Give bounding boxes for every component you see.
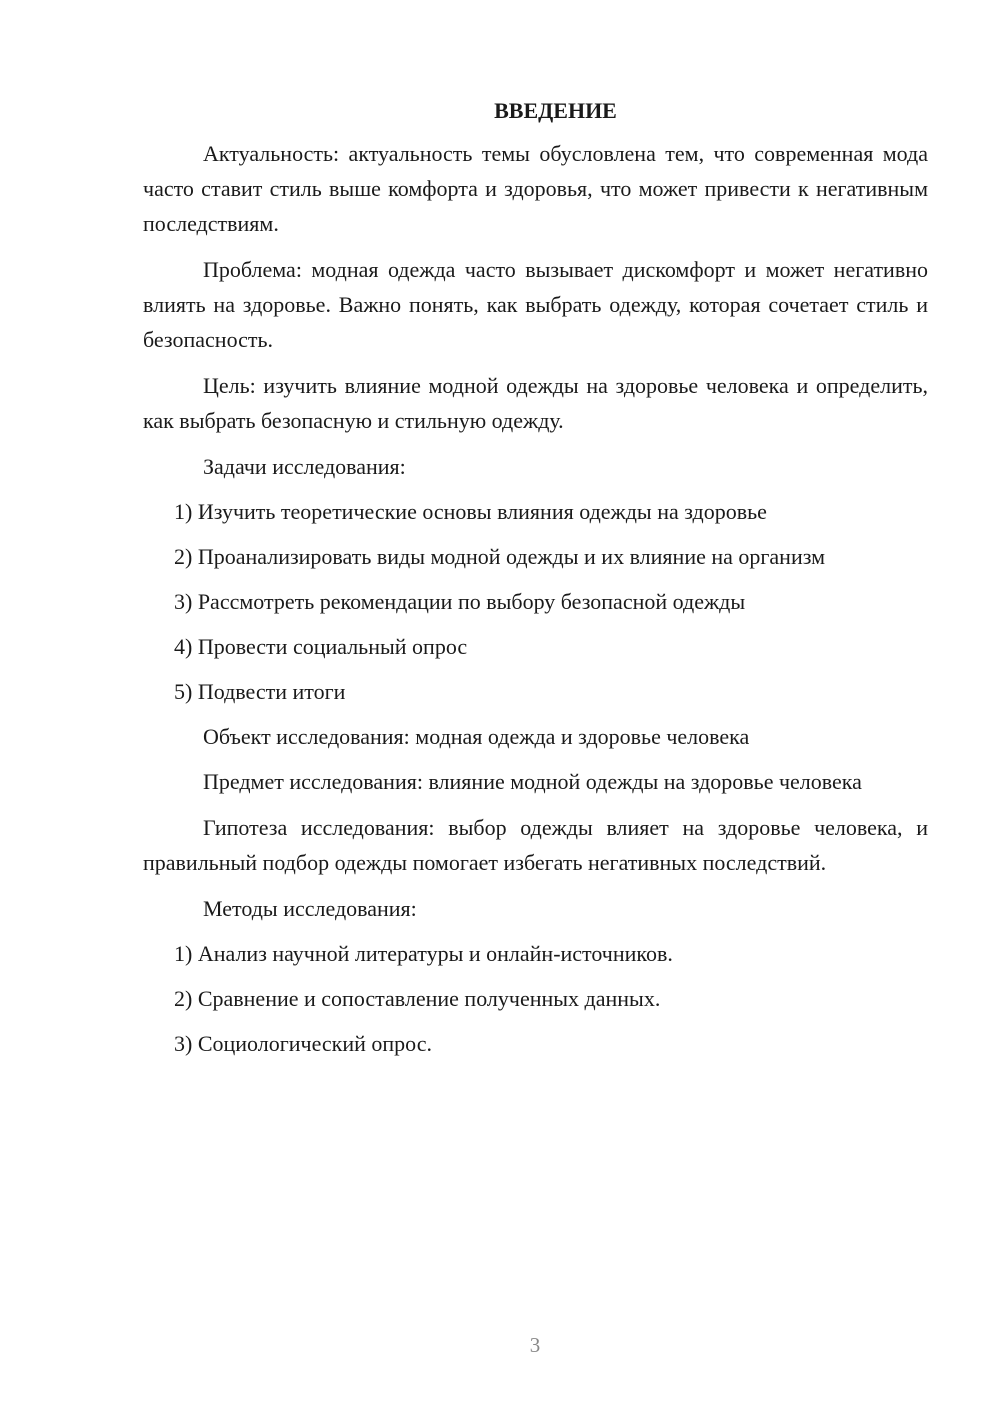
task-item: 5) Подвести итоги [174, 679, 346, 704]
page-content [143, 96, 928, 1071]
hypothesis-paragraph: Гипотеза исследования: выбор одежды влияет на здоровье человека, и правильный подбор одежды помогает избегать негативных последствий. [143, 815, 928, 875]
task-item: 2) Проанализировать виды модной одежды и их влияние на организм [174, 544, 826, 569]
method-item: 1) Анализ научной литературы и онлайн-источников. [174, 941, 673, 966]
object-line: Объект исследования: модная одежда и здоровье человека [203, 724, 750, 749]
tasks-list [143, 494, 928, 709]
task-item: 3) Рассмотреть рекомендации по выбору безопасной одежды [174, 589, 746, 614]
subject-paragraph: Предмет исследования: влияние модной одежды на здоровье человека [203, 769, 862, 794]
method-item: 3) Социологический опрос. [174, 1031, 432, 1056]
task-item: 1) Изучить теоретические основы влияния одежды на здоровье [174, 499, 767, 524]
task-item: 4) Провести социальный опрос [174, 634, 468, 659]
problem-paragraph: Проблема: модная одежда часто вызывает дискомфорт и может негативно влиять на здоровье. Важно понять, как выбрать одежду, которая сочетает стиль и безопасность. [143, 257, 928, 352]
method-item: 2) Сравнение и сопоставление полученных данных. [174, 986, 661, 1011]
methods-list [143, 936, 928, 1061]
goal-paragraph: Цель: изучить влияние модной одежды на здоровье человека и определить, как выбрать безопасную и стильную одежду. [143, 373, 928, 433]
page-number: 3 [529, 1333, 541, 1357]
methods-heading: Методы исследования: [203, 896, 417, 921]
tasks-heading: Задачи исследования: [203, 454, 406, 479]
relevance-paragraph: Актуальность: актуальность темы обусловлена тем, что современная мода часто ставит стиль выше комфорта и здоровья, что может привести к негативным последствиям. [143, 141, 928, 236]
section-title: ВВЕДЕНИЕ [494, 98, 617, 123]
